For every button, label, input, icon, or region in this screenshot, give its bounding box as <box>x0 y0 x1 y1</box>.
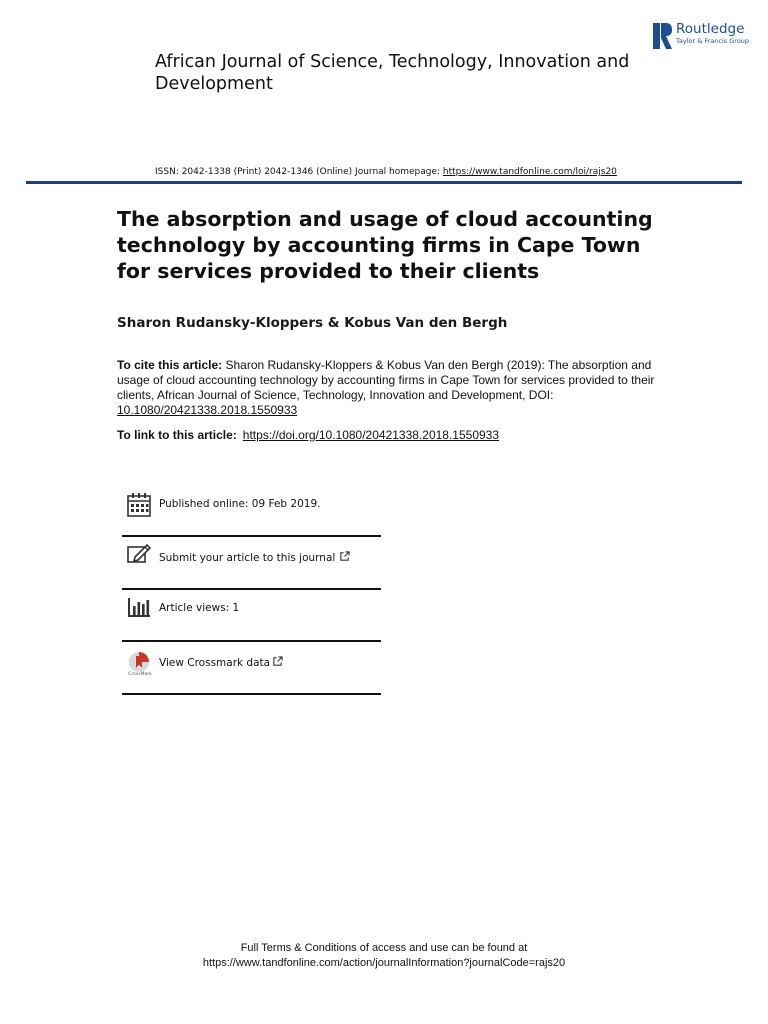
article-link-row <box>117 428 499 443</box>
brand-subtitle: Taylor & Francis Group <box>676 37 750 45</box>
link-label: To link to this article: <box>117 428 237 442</box>
crossmark-link[interactable]: View Crossmark data <box>159 656 283 670</box>
bar-chart-icon <box>126 594 152 620</box>
crossmark-logo-text: CrossMark <box>128 672 152 677</box>
article-views-row <box>122 590 381 642</box>
footer-terms-link[interactable]: https://www.tandfonline.com/action/journalInformation?journalCode=rajs20 <box>202 957 566 969</box>
footer-terms <box>0 941 768 971</box>
citation-block <box>117 358 657 418</box>
external-link-icon <box>339 551 350 562</box>
published-date: Published online: 09 Feb 2019. <box>159 498 321 510</box>
edit-icon <box>126 541 152 567</box>
crossmark-row[interactable] <box>122 642 381 694</box>
article-views-count: Article views: 1 <box>159 602 240 614</box>
journal-title: African Journal of Science, Technology, Innovation and Development <box>155 52 630 94</box>
routledge-logo-icon <box>653 21 673 51</box>
journal-homepage-link[interactable]: https://www.tandfonline.com/loi/rajs20 <box>442 167 617 177</box>
publisher-brand[interactable] <box>653 21 749 51</box>
article-title: The absorption and usage of cloud accounting technology by accounting firms in Cape Town for services provided to their clients <box>117 207 653 283</box>
footer-line-1: Full Terms & Conditions of access and use can be found at <box>240 942 528 954</box>
brand-name: Routledge <box>676 21 745 37</box>
issn-line <box>155 166 617 178</box>
issn-text: ISSN: 2042-1338 (Print) 2042-1346 (Online) Journal homepage: <box>155 167 443 177</box>
calendar-icon <box>126 492 152 518</box>
citation-label: To cite this article: <box>117 358 223 372</box>
submit-article-link[interactable]: Submit your article to this journal <box>159 551 350 565</box>
article-authors: Sharon Rudansky-Kloppers & Kobus Van den Bergh <box>117 315 508 331</box>
external-link-icon <box>272 656 283 667</box>
citation-text: Sharon Rudansky-Kloppers & Kobus Van den Bergh (2019): The absorption and usage of cloud accounting technology by accounting firms in Cape Town for services provided to their clients, African Journal of Science, Technology, Innovation and Development, DOI: <box>117 358 655 402</box>
info-divider <box>122 693 381 695</box>
header-divider <box>26 181 742 184</box>
citation-doi-link[interactable]: 10.1080/20421338.2018.1550933 <box>117 403 298 417</box>
published-row <box>122 484 381 536</box>
submit-article-row[interactable] <box>122 537 381 589</box>
article-doi-url[interactable]: https://doi.org/10.1080/20421338.2018.1550933 <box>242 428 500 442</box>
